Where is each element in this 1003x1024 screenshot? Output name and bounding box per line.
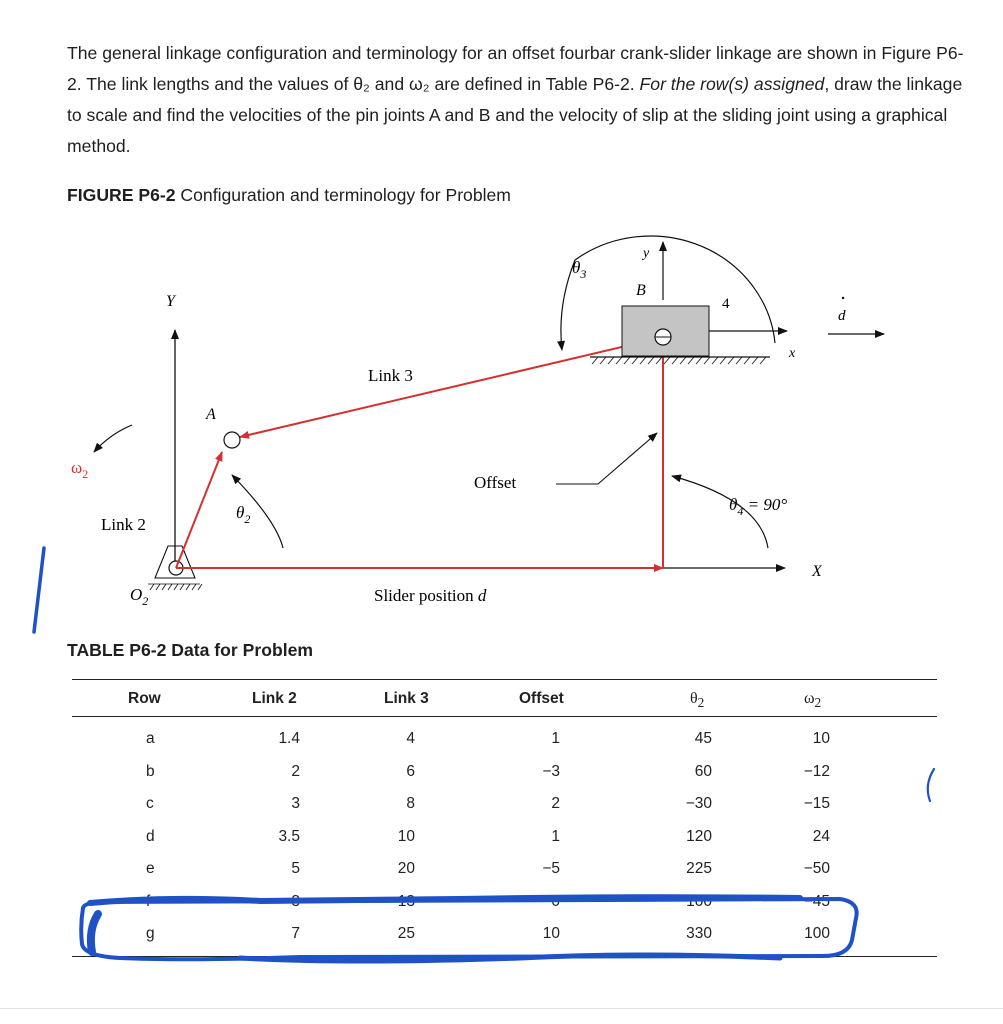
cell-link2: 5 <box>291 860 300 877</box>
theta3-sub: 3 <box>580 267 587 281</box>
cell-omega2: 24 <box>812 827 830 845</box>
d-dot-label: d <box>838 308 846 324</box>
problem-statement <box>67 38 967 162</box>
cell-row-letter: f <box>146 892 151 910</box>
link-2 <box>176 452 222 568</box>
cell-theta2: 225 <box>686 860 712 877</box>
cell-offset: 10 <box>542 925 560 942</box>
cell-link3: 10 <box>397 827 415 845</box>
problem-text-italic: For the row(s) assigned <box>639 74 825 94</box>
ground-hatch <box>148 584 202 590</box>
cell-theta2: 60 <box>694 762 712 780</box>
table-top-rule <box>72 679 937 680</box>
theta2-sub: 2 <box>244 512 251 526</box>
cell-theta2: 330 <box>686 925 712 942</box>
omega2-arrow <box>94 425 132 452</box>
cell-offset: 2 <box>551 795 560 812</box>
x-axis-label: X <box>812 563 822 580</box>
offset-leader <box>556 433 657 484</box>
cell-link3: 4 <box>406 730 415 747</box>
col-header-link2: Link 2 <box>252 690 297 707</box>
cell-omega2: −45 <box>803 892 830 910</box>
col-header-omega2 <box>804 690 821 711</box>
slider-position-label <box>374 586 487 605</box>
cell-omega2: −15 <box>803 795 830 812</box>
pin-a <box>224 432 240 448</box>
cell-theta2: 45 <box>694 730 712 747</box>
cell-offset: 0 <box>551 892 560 910</box>
table-caption: TABLE P6-2 Data for Problem <box>67 640 314 660</box>
theta4-label <box>729 495 787 518</box>
omega2-sub: 2 <box>82 467 89 481</box>
linkage-diagram <box>0 215 1003 625</box>
link-3 <box>240 338 660 437</box>
cell-link2: 2 <box>291 762 300 780</box>
col-header-theta2-main: θ <box>690 690 698 707</box>
cell-link3: 6 <box>406 762 415 780</box>
cell-link2: 1.4 <box>278 730 300 747</box>
cell-theta2: 120 <box>686 827 712 845</box>
omega2-label <box>71 458 88 481</box>
cell-link3: 20 <box>397 860 415 877</box>
col-header-omega2-main: ω <box>804 690 815 707</box>
cell-omega2: −50 <box>803 860 830 877</box>
cell-omega2: −12 <box>803 762 830 780</box>
y-axis-label: Y <box>166 293 175 310</box>
cell-link2: 3 <box>291 795 300 812</box>
cell-row-letter: g <box>146 925 155 942</box>
o2-label <box>130 585 148 608</box>
link-3-label: Link 3 <box>368 366 413 385</box>
local-x-label: x <box>789 346 796 361</box>
col-header-link3: Link 3 <box>384 690 429 707</box>
link-4-label: 4 <box>722 296 730 312</box>
col-header-theta2-sub: 2 <box>697 695 705 711</box>
col-header-theta2 <box>690 690 704 711</box>
theta4-value: = 90° <box>743 495 788 514</box>
b-label: B <box>636 282 646 299</box>
cell-offset: −5 <box>542 860 560 877</box>
cell-omega2: 10 <box>812 730 830 747</box>
figure-caption-label: FIGURE P6-2 <box>67 185 176 205</box>
cell-link3: 13 <box>397 892 415 910</box>
figure-caption <box>67 185 511 206</box>
cell-offset: −3 <box>542 762 560 780</box>
slide-ground-hatch <box>592 357 766 364</box>
slider-position-text: Slider position <box>374 586 474 605</box>
col-header-omega2-sub: 2 <box>814 695 822 711</box>
slider-position-d: d <box>477 586 487 605</box>
cell-row-letter: a <box>146 730 155 747</box>
theta3-main: θ <box>572 258 581 277</box>
pen-bracket-row-g <box>91 914 98 952</box>
link-2-label: Link 2 <box>101 515 146 534</box>
theta4-sub: 4 <box>737 504 744 518</box>
local-y-label: y <box>643 246 650 261</box>
cell-link2: 7 <box>291 925 300 942</box>
omega2-main: ω <box>71 458 83 477</box>
problem-text-2: , draw the linkage to scale and find the velocities of the pin joints A and B and the velocity of slip at the sliding joint using a graphical method. <box>67 74 963 156</box>
cell-theta2: −30 <box>685 795 712 812</box>
table-bottom-rule <box>72 956 937 957</box>
offset-label: Offset <box>474 473 517 492</box>
theta3-label <box>572 258 586 281</box>
theta2-label <box>236 503 250 526</box>
theta4-main: θ <box>729 495 738 514</box>
cell-link2: 3.5 <box>278 827 300 845</box>
problem-text-1: The general linkage configuration and terminology for an offset fourbar crank-slider linkage are shown in Figure P6-2. The link lengths and the values of θ₂ and ω₂ are defined in Table P6-2. <box>67 43 964 94</box>
cell-omega2: 100 <box>804 925 830 942</box>
cell-link2: 3 <box>291 892 300 910</box>
cell-row-letter: c <box>146 795 154 812</box>
figure-caption-text: Configuration and terminology for Problem <box>180 185 511 205</box>
a-label: A <box>206 406 216 423</box>
cell-offset: 1 <box>551 827 560 845</box>
cell-link3: 8 <box>406 795 415 812</box>
cell-row-letter: e <box>146 860 155 877</box>
page-bottom-border <box>0 1008 1003 1009</box>
pen-circle-row-g <box>81 899 856 959</box>
table-header-rule <box>72 716 937 717</box>
cell-offset: 1 <box>551 730 560 747</box>
col-header-offset: Offset <box>519 690 564 707</box>
cell-theta2: 100 <box>686 892 712 910</box>
cell-link3: 25 <box>397 925 415 942</box>
cell-row-letter: d <box>146 827 155 845</box>
o2-label-main: O <box>130 585 143 604</box>
cell-row-letter: b <box>146 762 155 780</box>
o2-label-sub: 2 <box>142 594 149 608</box>
theta2-main: θ <box>236 503 245 522</box>
col-header-row: Row <box>128 690 161 707</box>
pen-mark-right <box>928 769 934 801</box>
